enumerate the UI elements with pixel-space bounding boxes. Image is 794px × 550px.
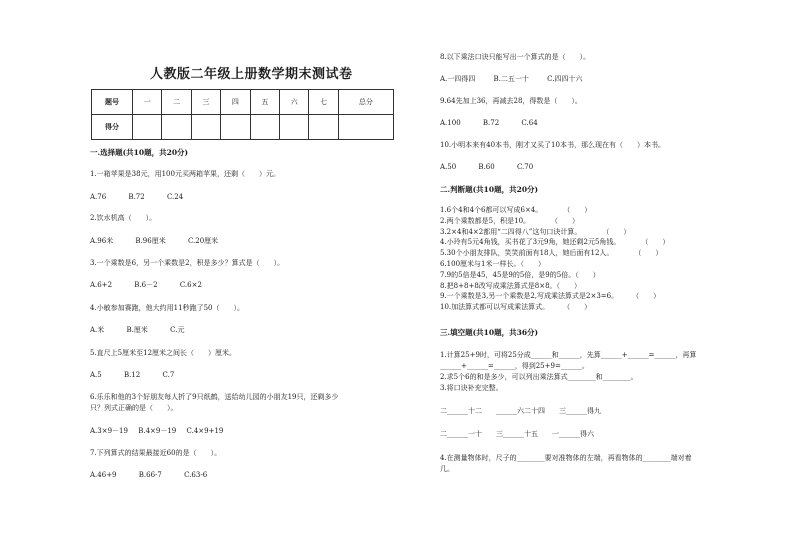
question-text: 5.直尺上5厘米至12厘米之间长（ ）厘米。 xyxy=(90,349,237,357)
question-text: 4.小敏参加赛跑，他大约用11秒跑了50（ ）。 xyxy=(90,304,244,312)
option-c[interactable]: C.6×2 xyxy=(179,281,202,289)
option-c[interactable]: C.70 xyxy=(516,163,534,171)
score-header-cell: 二 xyxy=(162,90,191,115)
score-table-score-row xyxy=(92,115,394,140)
option-a[interactable]: A.3×9－19 xyxy=(90,427,128,435)
option-b[interactable]: B.66-7 xyxy=(138,471,162,479)
option-b[interactable]: B.6－2 xyxy=(134,281,158,289)
judge-item[interactable]: 1.6个4和4个6都可以写成6×4。 （ ） xyxy=(440,206,592,214)
fill-question-3-row-1[interactable]: 二______十二 ______六二十四 三______得九 xyxy=(440,407,601,415)
option-b[interactable]: B.72 xyxy=(482,119,500,127)
score-header-cell: 四 xyxy=(221,90,250,115)
question-text: 9.64先加上36，再减去28，得数是（ ）。 xyxy=(440,97,582,105)
score-header-cell: 六 xyxy=(280,90,309,115)
judge-item[interactable]: 2.两个乘数都是5，积是10。 （ ） xyxy=(440,216,580,225)
question-text: 2.饮水机高（ ）。 xyxy=(90,214,157,222)
option-a[interactable]: A.5 xyxy=(90,371,102,379)
score-header-cell: 总分 xyxy=(338,90,393,115)
option-a[interactable]: A.96米 xyxy=(90,237,114,245)
fill-question-4-continued[interactable]: 几。 xyxy=(440,465,454,473)
judge-item[interactable]: 4.小玲有5元4角钱，买书花了3元9角，她还剩2元5角钱。 （ ） xyxy=(440,238,670,247)
fill-question-4[interactable]: 4.在测量物体时，尺子的________要对准物体的左端，再看物体的________端对着 xyxy=(440,454,692,462)
question-text: 8.以下乘法口诀只能写出一个算式的是（ ）。 xyxy=(440,53,591,61)
judge-item[interactable]: 7.9的5倍是45，45是9的5倍，是9的5倍。（ ） xyxy=(440,270,600,279)
score-header-cell: 三 xyxy=(191,90,220,115)
option-a[interactable]: A.50 xyxy=(440,163,457,171)
question-options xyxy=(440,163,533,172)
judge-list xyxy=(440,206,669,314)
question-options xyxy=(90,193,183,202)
judge-item[interactable]: 3.2×4和4×2都用“二四得八”这句口诀计算。 （ ） xyxy=(440,227,631,236)
score-input-cell[interactable] xyxy=(309,115,338,140)
option-a[interactable]: A.6+2 xyxy=(90,281,113,289)
question-options xyxy=(90,281,202,290)
option-c[interactable]: C.24 xyxy=(166,193,184,201)
score-input-cell[interactable] xyxy=(191,115,220,140)
score-header-cell: 五 xyxy=(250,90,279,115)
section-heading-choice: 一.选择题(共10题，共20分) xyxy=(90,148,189,157)
question-text: 7.下列算式的结果最接近60的是（ ）。 xyxy=(90,449,222,457)
question-options xyxy=(90,237,218,246)
score-input-cell[interactable] xyxy=(338,115,393,140)
judge-item[interactable]: 6.100厘米与1米一样长。（ ） xyxy=(440,259,545,268)
score-header-cell: 题号 xyxy=(92,90,133,115)
score-input-cell[interactable] xyxy=(250,115,279,140)
section-heading-judge: 二.判断题(共10题，共20分) xyxy=(440,185,539,194)
judge-item[interactable]: 9.一个乘数是3,另一个乘数是2,写成乘法算式是2×3=6。 （ ） xyxy=(440,292,661,301)
option-b[interactable]: B.72 xyxy=(128,193,145,201)
fill-question-3-row-2[interactable]: 二______一十 三______十五 一______得六 xyxy=(440,430,594,438)
question-text: 10.小明本来有40本书，刚才又买了10本书，那么现在有（ ）本书。 xyxy=(440,141,665,149)
fill-question-3: 3.将口诀补充完整。 xyxy=(440,384,503,392)
score-row-label: 得分 xyxy=(92,115,133,140)
option-c[interactable]: C.元 xyxy=(170,326,185,334)
option-b[interactable]: B.二五一十 xyxy=(493,75,529,83)
fill-question-1-continued[interactable]: ______+______=______，得到25+9=______。 xyxy=(440,362,589,370)
option-b[interactable]: B.12 xyxy=(123,371,141,379)
option-c[interactable]: C.63-6 xyxy=(184,471,208,479)
option-a[interactable]: A.米 xyxy=(90,326,105,334)
question-options xyxy=(440,75,582,84)
option-b[interactable]: B.96厘米 xyxy=(135,237,166,245)
score-input-cell[interactable] xyxy=(133,115,162,140)
question-options xyxy=(90,471,207,480)
option-c[interactable]: C.四四十六 xyxy=(547,75,583,83)
fill-question-1[interactable]: 1.计算25+9时，可将25分成______和______，先算______+______=______，再算 xyxy=(440,351,697,359)
question-options xyxy=(90,326,184,335)
option-c[interactable]: C.4×9+19 xyxy=(186,427,224,435)
fill-question-2[interactable]: 2.求5个6的和是多少，可以列出乘法算式________和________。 xyxy=(440,373,638,381)
judge-item[interactable]: 8.把8+8+8改写成乘法算式是8×8。（ ） xyxy=(440,281,582,290)
question-options xyxy=(440,119,538,128)
judge-item[interactable]: 10.加法算式都可以写成乘法算式。 （ ） xyxy=(440,303,592,312)
question-options xyxy=(90,427,223,436)
question-options xyxy=(90,371,174,380)
section-heading-fill: 三.填空题(共10题，共36分) xyxy=(440,328,539,337)
option-a[interactable]: A.一四得四 xyxy=(440,75,476,83)
option-c[interactable]: C.20厘米 xyxy=(187,237,219,245)
score-table xyxy=(91,89,394,140)
score-header-cell: 七 xyxy=(309,90,338,115)
judge-item[interactable]: 5.30个小朋友排队，笑笑前面有18人，她后面有12人。 （ ） xyxy=(440,249,663,258)
question-text: 6.乐乐和他的3个好朋友每人折了9只纸鹤，送给幼儿园的小朋友19只，还剩多少 xyxy=(90,393,339,401)
option-a[interactable]: A.100 xyxy=(440,119,461,127)
score-input-cell[interactable] xyxy=(280,115,309,140)
score-input-cell[interactable] xyxy=(221,115,250,140)
option-a[interactable]: A.76 xyxy=(90,193,107,201)
question-text: 1.一箱苹果是38元，用100元买两箱苹果，还剩（ ）元。 xyxy=(90,170,280,178)
question-text-continued: 只？列式正确的是（ ）。 xyxy=(90,404,178,412)
question-text: 3.一个乘数是6，另一个乘数是2，积是多少？算式是（ ）。 xyxy=(90,259,285,267)
option-b[interactable]: B.4×9－19 xyxy=(138,427,177,435)
option-b[interactable]: B.60 xyxy=(478,163,495,171)
score-input-cell[interactable] xyxy=(162,115,191,140)
option-a[interactable]: A.46+9 xyxy=(90,471,117,479)
score-table-header-row xyxy=(92,90,394,115)
option-c[interactable]: C.7 xyxy=(162,371,175,379)
option-c[interactable]: C.64 xyxy=(521,119,538,127)
option-b[interactable]: B.厘米 xyxy=(126,326,148,334)
score-header-cell: 一 xyxy=(133,90,162,115)
page-title: 人教版二年级上册数学期末测试卷 xyxy=(150,67,353,82)
